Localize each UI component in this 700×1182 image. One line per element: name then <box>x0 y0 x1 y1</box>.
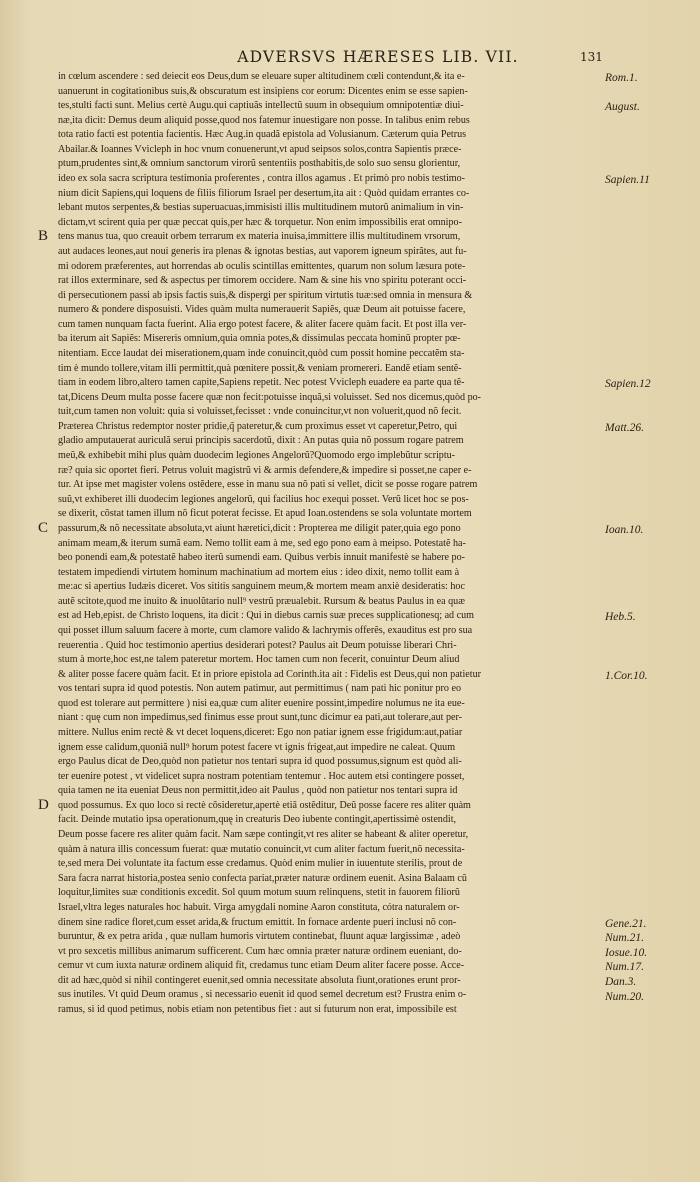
text-line: ergo Paulus dicat de Deo,quòd non patietur nos tentari supra id quod possumus,signum est quòd ali- <box>58 756 462 768</box>
text-line: tota ratio facti est potentia facientis. Hæc Aug.in quadã epistola ad Volusianum. Cæterum quia Petrus <box>58 129 467 141</box>
text-line: tim è mundo tollere,vitam illi permittit,quà pœnitere possit,& veniam promereri. Eandẽ etiam sentẽ- <box>58 362 462 374</box>
main-text-block <box>58 70 603 1018</box>
text-line: passurum,& nõ necessitate absoluta,vt aiunt hæretici,dicit : Propterea me diligit pater,quia ego pono <box>58 522 461 534</box>
text-line: facit. Deinde mutatio ipsa operationum,quę in creaturis Deo iubente contingit,apertissimè ostendit, <box>58 814 457 826</box>
text-line: testatem impediendi virtutem hominum machinatium ad mortem eius : ideo dixit, nemo tollit eam à <box>58 566 460 578</box>
text-line: cum tamen nunquam facta fuerint. Alia ergo potest facere, & aliter facere quàm facit. Et post illa ver- <box>58 318 467 330</box>
text-line: meũ,& exhibebit mihi plus quàm duodecim legiones Angelorũ?Quomodo ergo implebũtur scriptu- <box>58 450 456 462</box>
text-line: autẽ scitote,quod me inuito & inuolũtario null⁹ vestrũ præualebit. Rursum & beatus Paulus in ea quæ <box>58 595 465 607</box>
text-line: beo ponendi eam,& potestatẽ habeo iterũ sumendi eam. Quibus verbis innuit manifestè se habere po- <box>58 552 465 564</box>
margin-reference: Num.17. <box>605 961 644 974</box>
text-line: vos tentari supra id quod potestis. Non autem patimur, aut permittimus ( nam pati hic ponitur pro eo <box>58 683 461 695</box>
margin-reference: Ioan.10. <box>605 523 644 536</box>
section-marker-letter: B <box>38 228 49 245</box>
text-line: me:ac si apertius Iudæis diceret. Vos sititis sanguinem meum,& mortem meam anxiè desideratis: hoc <box>58 581 465 593</box>
text-line: in cœlum ascendere : sed deiecit eos Deus,dum se eleuare super altitudinem cœli contendunt,& ita e- <box>58 71 465 82</box>
text-line: Præterea Christus redemptor noster pridie,q̃ pateretur,& cum proximus esset vt caperetur,Petro, qui <box>58 420 458 432</box>
text-line: tiam in eodem libro,altero tamen capite,Sapiens repetit. Nec potest Vvicleph euadere ea parte qua tẽ- <box>58 377 465 389</box>
text-line: tes,stulti facti sunt. Melius certè Augu.qui captiuãs intellectũ suum in obsequium omnipotentiæ diui- <box>58 100 464 112</box>
text-line: sus inutiles. Vt quid Deum oramus , si necessario euenit id quod semel decretum est? Frustra enim o- <box>58 989 467 1001</box>
text-line: Sara facra narrat historia,postea senio confecta pariat,præter naturæ ordinem euenit. Asina Balaam cũ <box>58 872 467 884</box>
margin-reference: Iosue.10. <box>605 946 648 959</box>
page-number: 131 <box>580 50 603 64</box>
text-line: se dixerit, cõstat tamen illum nõ ficut poterat fecisse. Et apud Ioan.ostendens se sola voluntate mortem <box>58 508 472 520</box>
margin-reference: Heb.5. <box>605 611 636 624</box>
text-line: buruntur, & ex petra arida , quæ nullam humoris virtutem continebat, fluunt aquæ largissimæ , adeò <box>58 931 461 943</box>
text-line: ba iterum ait Sapiẽs: Misereris omnium,quia omnia potes,& dissimulas peccata hominũ propter pœ- <box>58 333 461 345</box>
text-line: quod possumus. Ex quo loco si rectè cõsideretur,apertè etiã ostẽditur, Deũ posse facere res aliter quàm <box>58 799 471 811</box>
text-line: stum à morte,hoc est,ne talem pateretur mortem. Hoc tamen cum non fecerit, conuintur Deum aliud <box>58 654 460 666</box>
text-line: tens manus tua, quo creauit orbem terrarum ex materia inuisa,immittere illis multitudinem vrsorum, <box>58 231 461 243</box>
text-line: Abailar.& Ioannes Vvicleph in hoc vnum conuenerunt,vt apud seipsos solos,contra Sapientis præce- <box>58 143 462 155</box>
text-line: Israel,vltra leges naturales hoc habuit. Virga amygdali nomine Aaron constituta, cótra naturalem or- <box>58 901 460 913</box>
text-line: loquitur,limites suæ conditionis excedit. Sol quum motum suum relinquens, stetit in fauorem filiorũ <box>58 887 460 899</box>
section-marker-letter: D <box>38 797 49 813</box>
text-line: ignem esse calidum,quoniã null⁹ horum potest facere vt ignis frigeat,aut impedire ne caleat. Quum <box>58 741 456 753</box>
text-line: ideo ex sola sacra scriptura testimonia proferentes , contra illos agamus . Et primò pro nobis testimo- <box>58 173 466 185</box>
text-line: næ,ita dicit: Demus deum aliquid posse,quod nos fatemur inuestigare non posse. In talibus enim rebus <box>58 114 470 126</box>
margin-reference: Sapien.11 <box>605 174 650 187</box>
text-line: mi odorem præferentes, aut horrendas ab oculis scintillas emittentes, quarum non solum læsura pote- <box>58 260 466 272</box>
margin-reference: August. <box>605 101 640 114</box>
text-line: tat,Dicens Deum multa posse facere quæ non fecit:potuisse inquã,si voluisset. Sed nos dicemus,quòd po- <box>58 391 482 403</box>
text-line: Deum posse facere res aliter quàm facit. Nam sæpe contingit,vt res aliter se habeant & aliter operetur, <box>58 829 469 841</box>
text-line: ter euenire potest , vt videlicet supra nostram potentiam tentemur . Hoc autem etsi contingere posset, <box>58 770 465 782</box>
text-line: rat illos exterminare, sed & aspectus per timorem occidere. Nam & sine his vno spiritu poterant occi- <box>58 275 467 287</box>
margin-reference: Matt.26. <box>605 421 644 434</box>
text-line: ptum,prudentes sint,& omnium sanctorum virorũ sententiis posthabitis,de solo suo sensu glorientur, <box>58 158 461 170</box>
running-title: ADVERSVS HÆRESES LIB. VII. <box>237 48 519 66</box>
text-line: di persecutionem passi ab ipsis factis suis,& dispergi per spiritum virtutis tuæ:sed omnia in mensura & <box>58 289 473 301</box>
text-line: nium dicit Sapiens,qui loquens de filiis filiorum Israel per desertum,ita ait : Quòd quidam errantes co- <box>58 187 470 199</box>
text-line: gladio amputauerat auriculã serui principis sacerdotũ, dixit : An putas quia nõ possum rogare patrem <box>58 435 464 447</box>
margin-reference: Num.21. <box>605 932 644 945</box>
margin-reference: Sapien.12 <box>605 378 651 391</box>
text-line: mittere. Nullus enim rectè & vt decet loquens,diceret: Ego non patiar ignem esse frigidum:aut,patiar <box>58 727 463 739</box>
margin-reference: Rom.1. <box>605 72 638 84</box>
text-line: quia tamen ne ita eueniat Deus non permittit,ideo ait Paulus , quòd non patietur nos tentari supra id <box>58 785 458 797</box>
text-line: lebant mutos serpentes,& bestias superuacuas,immisisti illis multitudinem mutorũ animalium in vin- <box>58 202 464 214</box>
text-line: vt pro sexcetis millibus animarum sufficerent. Cum hæc omnia præter naturæ ordinem eueniant, do- <box>58 945 462 957</box>
text-line: quàm à natura illis concessum fuerat: quæ mutatio conuincit,vt cum aliter factum fuerit,nõ necessita- <box>58 843 465 855</box>
text-line: ramus, si id quod petimus, nobis etiam non petentibus fiet : aut si futurum non erat, impossibile est <box>58 1004 457 1015</box>
text-line: animam meam,& iterum sumã eam. Nemo tollit eam à me, sed ego pono eam à meipso. Potestatẽ ha- <box>58 537 466 549</box>
text-line: tur. At ipse met magister volens ostẽdere, esse in manu sua nõ pati si vellet, dicit se posse rogare patrem <box>58 479 478 491</box>
text-line: nitentiam. Ecce laudat dei miserationem,quam inde conuincit,quòd cum possit homine peccatẽm sta- <box>58 347 465 359</box>
text-line: cemur vt cum iuxta naturæ ordinem aliquid fit, credamus tunc etiam Deum aliter facere posse. Acce- <box>58 960 465 972</box>
text-line: niant : quę cum non impedimus,sed finimus esse prout sunt,tunc dicimur ea pati,aut tolerare,aut per- <box>58 712 463 724</box>
text-line: dinem sine radice floret,cum esset arida,& fructum emittit. In fornace ardente pueri inclusi nõ con- <box>58 916 457 928</box>
text-line: aut audaces leones,aut noui generis ira plenas & ignotas bestias, aut vaporem igneum spirãtes, aut fu- <box>58 245 467 257</box>
text-line: qui posset illum saluum facere à morte, cum clamore valido & lachrymis offerẽs, exauditus est pro sua <box>58 624 473 636</box>
text-line: uanuerunt in cogitationibus suis,& obscuratum est insipiens cor eorum: Dicentes enim se esse sapien- <box>58 85 468 97</box>
text-line: quod est tolerare aut permittere ) nisi ea,quæ cum aliter euenire possint,impedire nolumus ne ita eue- <box>58 697 465 709</box>
text-line: & aliter posse facere quàm facit. Et in priore epistola ad Corinth.ita ait : Fidelis est Deus,qui non patietur <box>58 668 481 680</box>
text-line: te,sed mera Dei voluntate ita factum esse credamus. Quòd enim mulier in iuuentute sterilis, prout de <box>58 858 463 870</box>
margin-reference: Dan.3. <box>605 975 637 988</box>
margin-reference: 1.Cor.10. <box>605 669 648 682</box>
text-line: tuit,cum tamen non voluit: quia si voluisset,fecisset : vnde conuincitur,vt non voluerit,quod nõ fecit. <box>58 406 462 418</box>
text-line: ræ? quia sic oportet fieri. Petrus voluit magistrũ vi & armis defendere,& impedire si posset,ne caper e- <box>58 464 472 476</box>
margin-reference: Num.20. <box>605 990 644 1003</box>
text-line: est ad Heb,epist. de Christo loquens, ita dicit : Qui in diebus carnis suæ preces supplicationesq; ad cum <box>58 610 475 622</box>
section-marker-letter: C <box>38 519 49 536</box>
text-line: numero & pondere disposuisti. Vides quàm multa numerauerit Sapiẽs, quæ Deum ait potuisse facere, <box>58 304 466 316</box>
text-line: dictam,vt scirent quia per quæ peccat quis,per hæc & torquetur. Non enim impossibilis erat omnipo- <box>58 216 462 228</box>
text-line: suũ,vt exhiberet illi duodecim legiones angelorũ, qui facilius hoc exequi posset. Verũ licet hoc se pos- <box>58 493 469 505</box>
text-line: dit ad hæc,quòd si nihil contingeret euenit,sed omnia necessitate absoluta fiunt,orationes erunt pror- <box>58 974 461 986</box>
margin-reference: Gene.21. <box>605 917 647 930</box>
text-line: reuerentia . Quid hoc testimonio apertius desiderari potest? Paulus ait Deum potuisse liberari Chri- <box>58 639 457 651</box>
